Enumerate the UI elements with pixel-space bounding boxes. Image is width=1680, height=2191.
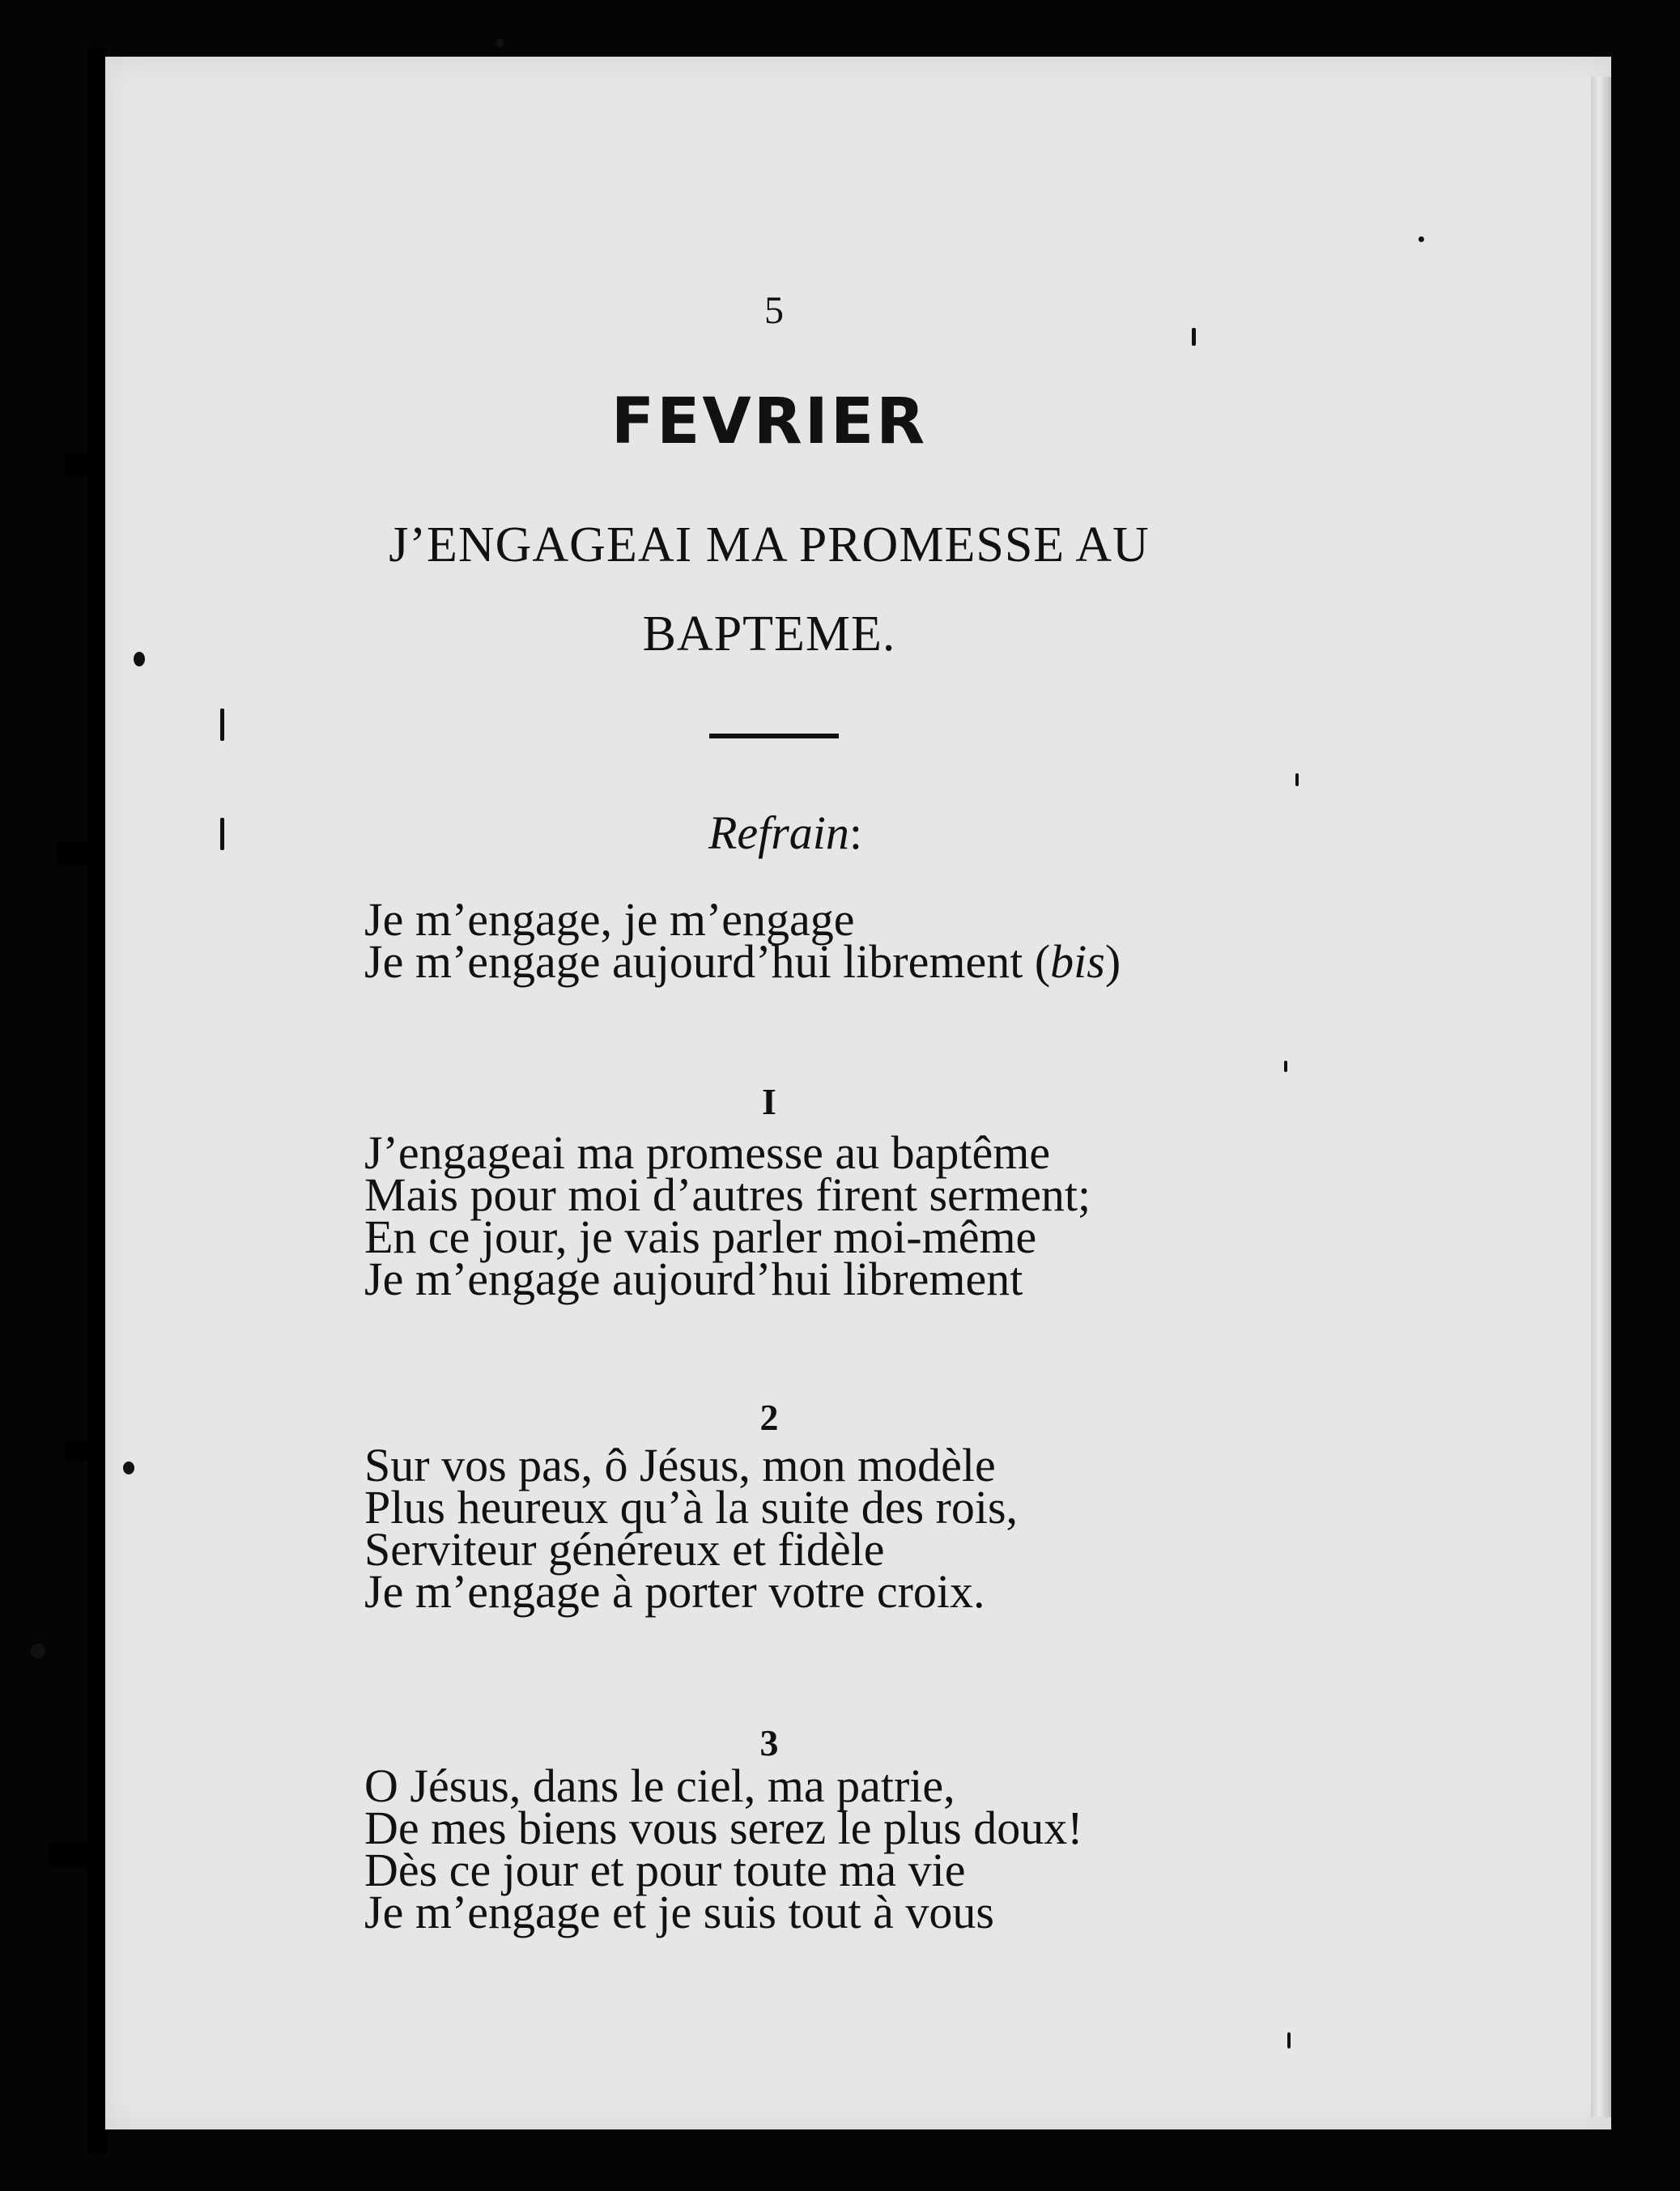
stanza-verse — [364, 1439, 1019, 1618]
hymn-title-line-1: J’ENGAGEAI MA PROMESSE AU — [389, 517, 1150, 572]
page-number: 5 — [764, 289, 784, 332]
page-edge — [1591, 77, 1611, 2117]
verse-line: Je m’engage aujourd’hui librement — [364, 1253, 1023, 1305]
refrain-label — [0, 806, 1571, 859]
verse-line: J’engageai ma promesse au baptême — [364, 1126, 1051, 1179]
verse-line: Serviteur généreux et fidèle — [364, 1523, 885, 1576]
stanza-verse — [364, 1126, 1091, 1305]
stanza-number: I — [762, 1081, 776, 1122]
refrain-verse — [364, 893, 1121, 988]
ink-speck — [220, 708, 224, 741]
stanza-verse — [364, 1759, 1083, 1938]
verse-line-text: Je m’engage aujourd’hui librement — [364, 935, 1023, 988]
stanza-number: 2 — [759, 1397, 779, 1438]
stanza-number: 3 — [759, 1722, 779, 1763]
ink-speck — [1287, 2032, 1291, 2048]
month-heading: FEVRIER — [610, 385, 928, 458]
ink-speck — [1295, 773, 1299, 786]
verse-line: En ce jour, je vais parler moi-même — [364, 1210, 1037, 1263]
ink-speck — [495, 39, 504, 47]
verse-line: Mais pour moi d’autres firent serment; — [364, 1168, 1091, 1221]
ink-speck — [123, 1461, 134, 1474]
title-divider — [709, 734, 839, 738]
repeat-mark: bis — [1050, 935, 1105, 988]
verse-line: Je m’engage et je suis tout à vous — [364, 1886, 994, 1938]
verse-line: Dès ce jour et pour toute ma vie — [364, 1844, 966, 1896]
verse-line: Sur vos pas, ô Jésus, mon modèle — [364, 1439, 996, 1491]
refrain-label-colon: : — [849, 806, 863, 859]
verse-line: Je m’engage aujourd’hui librement (bis) — [364, 935, 1121, 988]
hymn-title-line-2: BAPTEME. — [642, 606, 896, 662]
ink-speck — [1284, 1061, 1287, 1072]
ink-speck — [1418, 236, 1424, 242]
verse-line: O Jésus, dans le ciel, ma patrie, — [364, 1759, 955, 1812]
verse-line: Je m’engage, je m’engage — [364, 893, 855, 946]
verse-line: Je m’engage à porter votre croix. — [364, 1565, 985, 1618]
refrain-label-text: Refrain — [708, 806, 849, 859]
ink-speck — [1192, 328, 1196, 346]
ink-speck — [31, 1644, 45, 1658]
verse-line: De mes biens vous serez le plus doux! — [364, 1802, 1083, 1854]
verse-line: Plus heureux qu’à la suite des rois, — [364, 1481, 1019, 1534]
